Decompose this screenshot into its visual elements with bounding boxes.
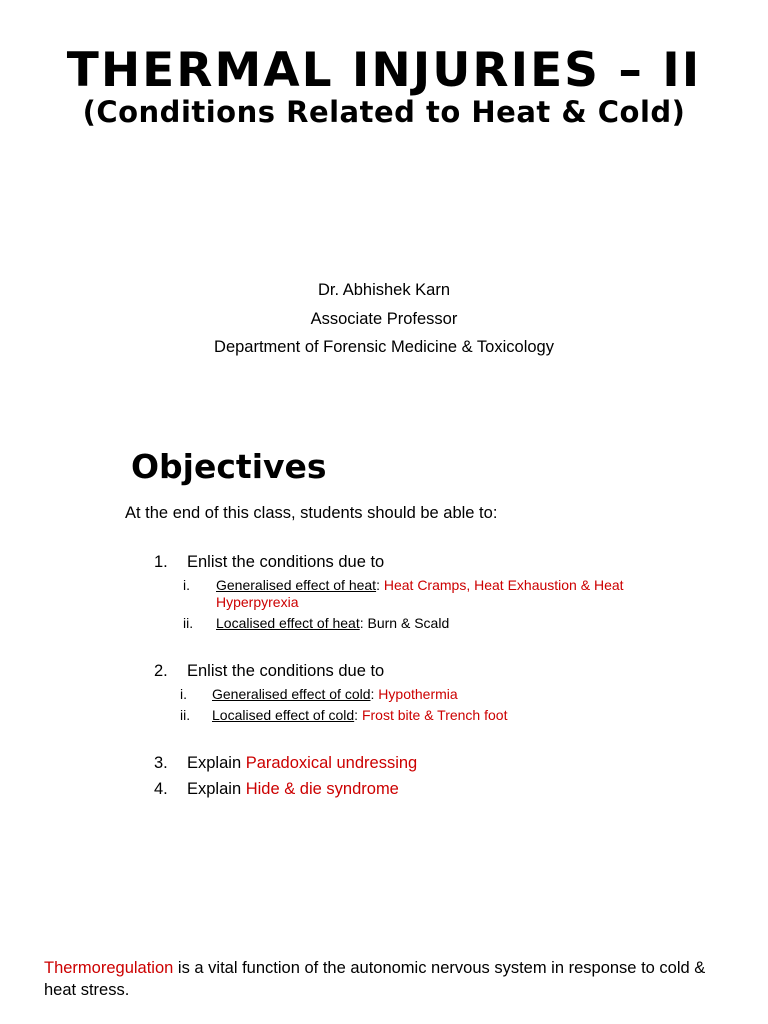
subitem-value: Frost bite & Trench foot [361, 707, 508, 723]
subitem-value: Hypothermia [378, 686, 458, 702]
note-highlight: Thermoregulation [44, 959, 174, 977]
author-block [0, 276, 768, 362]
objectives-heading: Objectives [131, 447, 327, 486]
subitem-value: Heat Cramps, Heat Exhaustion & Heat Hyperpyrexia [216, 577, 624, 610]
subitem-separator: : [354, 707, 362, 723]
objective-number: 4. [154, 780, 168, 798]
subitem-label: Localised effect of heat [216, 615, 360, 631]
subitem-text [212, 686, 458, 703]
subitem-number: ii. [183, 615, 194, 631]
subitem-number: i. [180, 686, 187, 702]
objective-highlight: Hide & die syndrome [245, 780, 399, 798]
subitem-separator: : [376, 577, 384, 593]
objective-number: 3. [154, 754, 168, 772]
subitem-text [212, 707, 507, 724]
author-department: Department of Forensic Medicine & Toxicology [214, 338, 554, 356]
subitem-label: Generalised effect of cold [212, 686, 371, 702]
page-title: THERMAL INJURIES – II [66, 43, 702, 98]
objective-text: Enlist the conditions due to [187, 662, 385, 680]
subitem-text [216, 577, 656, 611]
subitem-number: ii. [180, 707, 191, 723]
objective-text: Enlist the conditions due to [187, 553, 385, 571]
objective-number: 2. [154, 662, 168, 680]
thermoregulation-note [44, 958, 724, 1001]
subitem-label: Generalised effect of heat [216, 577, 377, 593]
objective-number: 1. [154, 553, 168, 571]
page-subtitle: (Conditions Related to Heat & Cold) [82, 95, 686, 129]
objective-highlight: Paradoxical undressing [245, 754, 418, 772]
objective-text [187, 778, 399, 800]
author-name: Dr. Abhishek Karn [317, 281, 451, 299]
objective-text-lead: Explain [187, 754, 246, 772]
subitem-separator: : [370, 686, 379, 702]
author-position: Associate Professor [310, 309, 458, 328]
objective-text [187, 752, 417, 774]
objectives-intro: At the end of this class, students should be able to: [125, 504, 498, 522]
subitem-separator: : [359, 615, 368, 631]
subitem-value: Burn & Scald [367, 615, 450, 631]
objective-text-lead: Explain [187, 780, 246, 798]
subitem-number: i. [183, 577, 190, 593]
subitem-label: Localised effect of cold [212, 707, 355, 723]
subitem-text [216, 615, 449, 632]
note-text: is a vital function of the autonomic nervous system in response to cold & heat stress. [44, 959, 706, 999]
